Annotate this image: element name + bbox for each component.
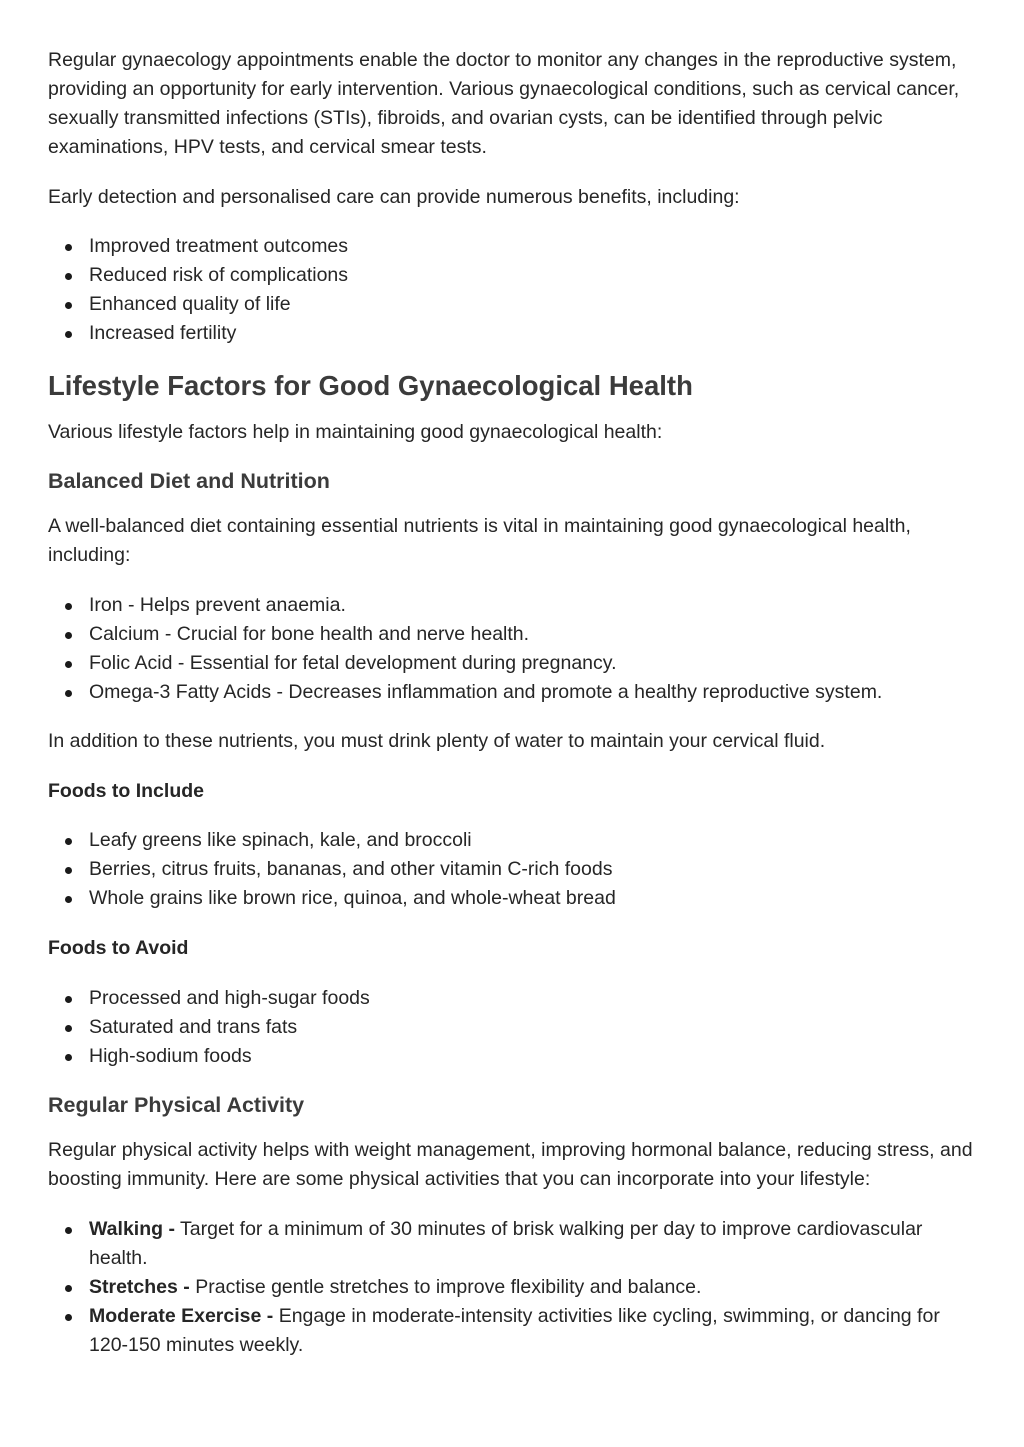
activity-text: Target for a minimum of 30 minutes of brisk walking per day to improve cardiovascular health. — [89, 1218, 923, 1269]
diet-intro: A well-balanced diet containing essential nutrients is vital in maintaining good gynaecological health, including: — [48, 515, 911, 566]
activity-text: Practise gentle stretches to improve flexibility and balance. — [195, 1276, 702, 1298]
list-item: Saturated and trans fats — [89, 1013, 984, 1042]
list-item — [89, 1215, 984, 1273]
activity-label: Walking - — [89, 1218, 175, 1240]
nutrients-list — [48, 591, 984, 707]
lifestyle-intro: Various lifestyle factors help in maintaining good gynaecological health: — [48, 421, 663, 443]
benefits-intro: Early detection and personalised care can provide numerous benefits, including: — [48, 186, 740, 208]
activity-heading: Regular Physical Activity — [48, 1093, 305, 1117]
list-item: Whole grains like brown rice, quinoa, and whole-wheat bread — [89, 884, 984, 913]
list-item: Increased fertility — [89, 319, 984, 348]
water-note: In addition to these nutrients, you must drink plenty of water to maintain your cervical fluid. — [48, 730, 826, 752]
activity-intro: Regular physical activity helps with weight management, improving hormonal balance, reducing stress, and boosting immunity. Here are some physical activities that you can incorporate into your lifestyle: — [48, 1139, 973, 1190]
intro-paragraph: Regular gynaecology appointments enable the doctor to monitor any changes in the reproductive system, providing an opportunity for early intervention. Various gynaecological conditions, such as cervical cancer, sexually transmitted infections (STIs), fibroids, and ovarian cysts, can be identified through pelvic examinations, HPV tests, and cervical smear tests. — [48, 49, 960, 158]
list-item: Berries, citrus fruits, bananas, and other vitamin C-rich foods — [89, 855, 984, 884]
activity-label: Moderate Exercise - — [89, 1305, 274, 1327]
benefits-list — [48, 232, 984, 348]
list-item: Processed and high-sugar foods — [89, 984, 984, 1013]
activity-list — [48, 1215, 984, 1360]
list-item: High-sodium foods — [89, 1042, 984, 1071]
list-item: Folic Acid - Essential for fetal development during pregnancy. — [89, 649, 984, 678]
diet-heading: Balanced Diet and Nutrition — [48, 469, 330, 493]
list-item: Omega-3 Fatty Acids - Decreases inflammation and promote a healthy reproductive system. — [89, 678, 984, 707]
list-item: Calcium - Crucial for bone health and nerve health. — [89, 620, 984, 649]
foods-avoid-list — [48, 984, 984, 1071]
list-item — [89, 1302, 984, 1360]
activity-label: Stretches - — [89, 1276, 190, 1298]
list-item: Improved treatment outcomes — [89, 232, 984, 261]
foods-avoid-heading: Foods to Avoid — [48, 937, 189, 959]
list-item: Leafy greens like spinach, kale, and broccoli — [89, 826, 984, 855]
list-item: Reduced risk of complications — [89, 261, 984, 290]
list-item: Enhanced quality of life — [89, 290, 984, 319]
list-item — [89, 1273, 984, 1302]
activity-text: Engage in moderate-intensity activities like cycling, swimming, or dancing for 120-150 minutes weekly. — [89, 1305, 940, 1356]
foods-include-list — [48, 826, 984, 913]
lifestyle-heading: Lifestyle Factors for Good Gynaecological Health — [48, 370, 693, 401]
list-item: Iron - Helps prevent anaemia. — [89, 591, 984, 620]
foods-include-heading: Foods to Include — [48, 780, 204, 802]
